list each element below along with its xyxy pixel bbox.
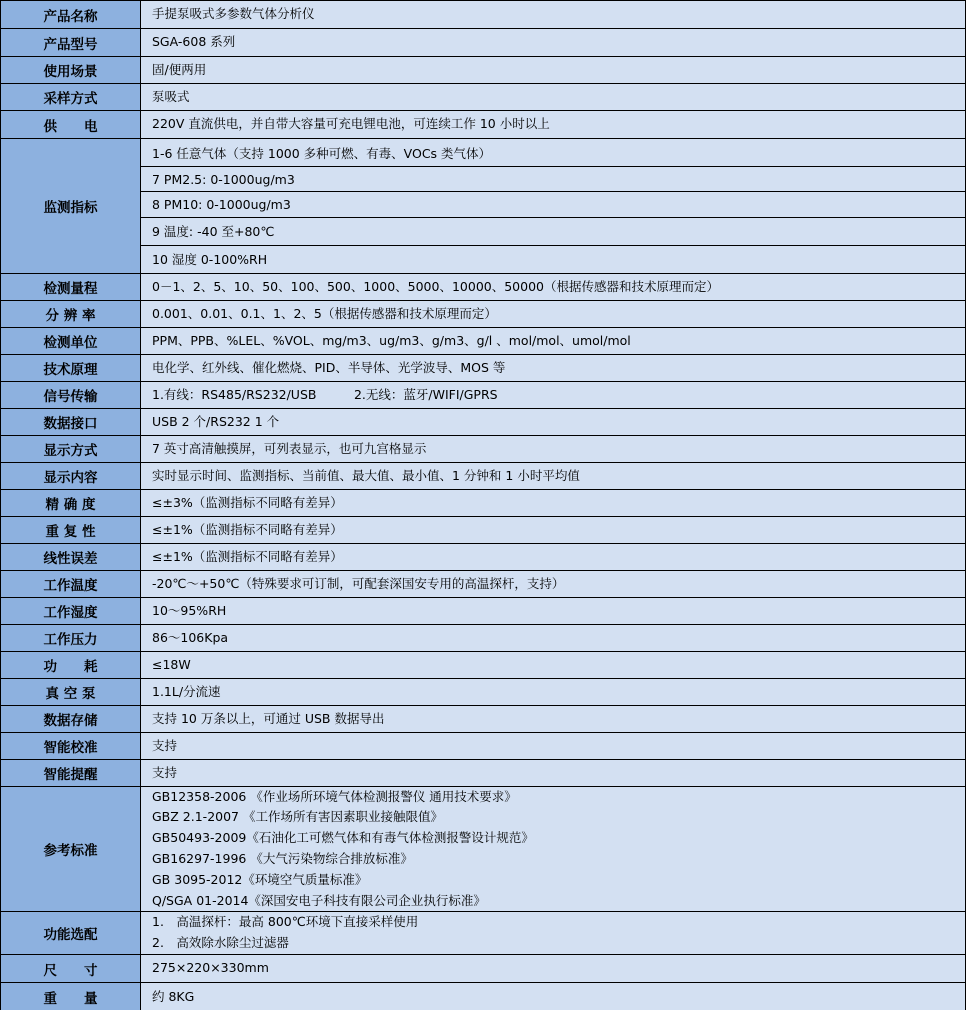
spec-value-line: ≤18W [152, 656, 191, 672]
spec-label: 采样方式 [1, 84, 141, 110]
spec-label: 信号传输 [1, 382, 141, 408]
spec-row [1, 679, 965, 706]
spec-row [1, 29, 965, 57]
spec-value-line: 约 8KG [152, 988, 195, 1004]
spec-row [1, 382, 965, 409]
spec-value [141, 571, 965, 597]
spec-row [1, 652, 965, 679]
spec-row [1, 706, 965, 733]
spec-value-line: 支持 [152, 764, 178, 780]
spec-value [141, 436, 965, 462]
spec-label: 供 电 [1, 111, 141, 138]
spec-value [141, 598, 965, 624]
spec-value-line: 8 PM10: 0-1000ug/m3 [141, 192, 965, 217]
spec-row [1, 544, 965, 571]
spec-value-line: 10 湿度 0-100%RH [152, 252, 268, 268]
spec-label: 功能选配 [1, 912, 141, 954]
spec-row [1, 912, 965, 955]
spec-value-line: GBZ 2.1-2007 《工作场所有害因素职业接触限值》 [152, 809, 443, 825]
spec-value-line: Q/SGA 01-2014《深国安电子科技有限公司企业执行标准》 [152, 892, 486, 908]
spec-value-line: 支持 [152, 737, 178, 753]
spec-value [141, 463, 965, 489]
spec-label: 工作湿度 [1, 598, 141, 624]
spec-value-line: 10～95%RH [152, 602, 227, 618]
spec-label: 显示方式 [1, 436, 141, 462]
spec-value [141, 139, 965, 273]
spec-label: 产品型号 [1, 29, 141, 56]
spec-value [141, 912, 965, 954]
spec-row [1, 463, 965, 490]
spec-value-line: 实时显示时间、监测指标、当前值、最大值、最小值、1 分钟和 1 小时平均值 [152, 467, 580, 483]
spec-value [141, 983, 965, 1010]
spec-value-line: GB16297-1996 《大气污染物综合排放标准》 [152, 851, 413, 866]
spec-label: 功 耗 [1, 652, 141, 678]
spec-row [1, 955, 965, 983]
spec-value [141, 328, 965, 354]
spec-value-line: 1. 高温探杆：最高 800℃环境下直接采样使用 [152, 914, 419, 930]
spec-row [1, 490, 965, 517]
spec-label: 产品名称 [1, 1, 141, 28]
spec-label: 显示内容 [1, 463, 141, 489]
spec-row [1, 139, 965, 274]
spec-value-line: ≤±1%（监测指标不同略有差异） [152, 548, 343, 564]
spec-value [141, 652, 965, 678]
spec-value [141, 490, 965, 516]
spec-value-line: 9 温度: -40 至+80℃ [141, 218, 965, 246]
spec-label: 工作温度 [1, 571, 141, 597]
spec-label: 真 空 泵 [1, 679, 141, 705]
spec-value-line: 1.1L/分流速 [152, 683, 221, 699]
spec-row [1, 301, 965, 328]
spec-value-line: 86～106Kpa [152, 629, 229, 645]
spec-value [141, 409, 965, 435]
spec-label: 检测单位 [1, 328, 141, 354]
spec-value-line: 220V 直流供电，并自带大容量可充电锂电池，可连续工作 10 小时以上 [152, 116, 550, 132]
spec-row [1, 598, 965, 625]
spec-value-line: GB12358-2006 《作业场所环境气体检测报警仪 通用技术要求》 [152, 788, 517, 804]
spec-row [1, 274, 965, 301]
spec-value [141, 787, 965, 911]
spec-row [1, 760, 965, 787]
spec-row [1, 517, 965, 544]
spec-label: 检测量程 [1, 274, 141, 300]
spec-row [1, 328, 965, 355]
spec-row [1, 111, 965, 139]
spec-value-line: SGA-608 系列 [152, 34, 236, 50]
spec-label: 使用场景 [1, 57, 141, 83]
spec-label: 分 辨 率 [1, 301, 141, 327]
spec-value-line: USB 2 个/RS232 1 个 [152, 413, 280, 429]
spec-value-line: 电化学、红外线、催化燃烧、PID、半导体、光学波导、MOS 等 [152, 359, 506, 375]
spec-value [141, 517, 965, 543]
spec-value-line: 2. 高效除水除尘过滤器 [152, 935, 289, 950]
spec-label: 技术原理 [1, 355, 141, 381]
spec-label: 重 复 性 [1, 517, 141, 543]
spec-row [1, 983, 965, 1010]
spec-value-line: 手提泵吸式多参数气体分析仪 [152, 6, 315, 22]
spec-value-line: 1-6 任意气体（支持 1000 多种可燃、有毒、VOCs 类气体） [141, 139, 965, 167]
spec-value-line: -20℃～+50℃（特殊要求可订制，可配套深国安专用的高温探杆，支持） [152, 575, 565, 591]
spec-label: 重 量 [1, 983, 141, 1010]
spec-label: 数据存储 [1, 706, 141, 732]
spec-value [141, 955, 965, 982]
spec-value [141, 1, 965, 28]
spec-row [1, 355, 965, 382]
spec-value [141, 29, 965, 56]
spec-value [141, 625, 965, 651]
spec-value-line: 0－1、2、5、10、50、100、500、1000、5000、10000、50000（根据传感器和技术原理而定） [152, 278, 719, 294]
spec-label: 线性误差 [1, 544, 141, 570]
spec-label: 精 确 度 [1, 490, 141, 516]
spec-value-line: 275×220×330mm [152, 960, 269, 976]
spec-row [1, 1, 965, 29]
spec-value [141, 57, 965, 83]
spec-label: 工作压力 [1, 625, 141, 651]
spec-label: 智能校准 [1, 733, 141, 759]
spec-value [141, 301, 965, 327]
spec-value [141, 111, 965, 138]
spec-row [1, 571, 965, 598]
spec-row [1, 84, 965, 111]
spec-value-line: 1.有线：RS485/RS232/USB 2.无线：蓝牙/WIFI/GPRS [152, 386, 498, 402]
spec-row [1, 625, 965, 652]
spec-value [141, 706, 965, 732]
spec-value [141, 733, 965, 759]
spec-value [141, 274, 965, 300]
spec-label: 监测指标 [1, 139, 141, 273]
spec-label: 尺 寸 [1, 955, 141, 982]
spec-value [141, 544, 965, 570]
spec-value-line: 支持 10 万条以上，可通过 USB 数据导出 [152, 710, 385, 726]
spec-label: 智能提醒 [1, 760, 141, 786]
spec-value-line: 7 PM2.5: 0-1000ug/m3 [141, 167, 965, 192]
spec-value-line: 固/便两用 [152, 61, 207, 77]
spec-row [1, 787, 965, 912]
spec-label: 数据接口 [1, 409, 141, 435]
spec-row [1, 733, 965, 760]
spec-value-line: 7 英寸高清触摸屏，可列表显示，也可九宫格显示 [152, 440, 427, 456]
spec-row [1, 57, 965, 84]
spec-row [1, 436, 965, 463]
spec-value-line: 泵吸式 [152, 88, 190, 104]
spec-label: 参考标准 [1, 787, 141, 911]
spec-value [141, 355, 965, 381]
spec-value-line: ≤±1%（监测指标不同略有差异） [152, 521, 343, 537]
spec-value [141, 382, 965, 408]
spec-value-line: GB 3095-2012《环境空气质量标准》 [152, 871, 368, 887]
spec-row [1, 409, 965, 436]
spec-value-line: GB50493-2009《石油化工可燃气体和有毒气体检测报警设计规范》 [152, 830, 534, 846]
spec-value-line: ≤±3%（监测指标不同略有差异） [152, 494, 343, 510]
spec-value [141, 679, 965, 705]
spec-value [141, 760, 965, 786]
spec-value [141, 84, 965, 110]
spec-value-line: PPM、PPB、%LEL、%VOL、mg/m3、ug/m3、g/m3、g/l 、mol/mol、umol/mol [152, 332, 631, 348]
spec-value-line: 0.001、0.01、0.1、1、2、5（根据传感器和技术原理而定） [152, 305, 497, 321]
